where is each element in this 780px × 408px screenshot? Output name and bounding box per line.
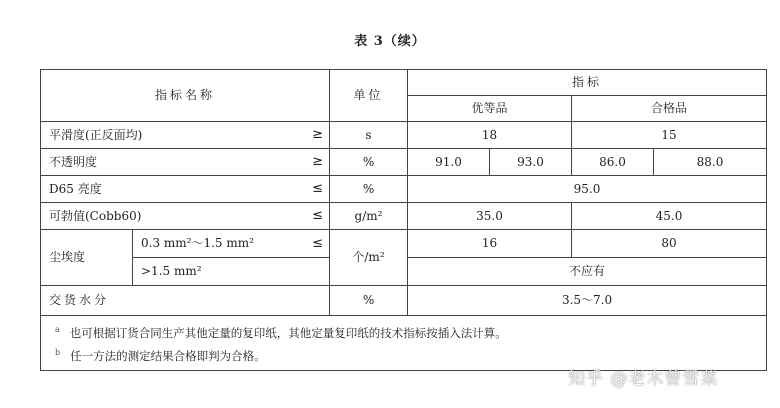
table-row <box>41 230 767 258</box>
row-dust-name: 尘埃度 <box>41 230 133 286</box>
header-row-1 <box>41 70 767 96</box>
footnotes <box>41 316 767 371</box>
row-dust-v-all: 不应有 <box>408 258 767 286</box>
table-row <box>41 149 767 176</box>
table-row <box>41 122 767 149</box>
row-cobb-v1: 35.0 <box>408 203 572 230</box>
watermark: 知乎 @老木曾雪菜 <box>568 369 719 389</box>
row-cobb-v2: 45.0 <box>572 203 767 230</box>
row-brightness-value: 95.0 <box>408 176 767 203</box>
row-moisture-value: 3.5～7.0 <box>408 286 767 316</box>
row-dust-unit: 个/m² <box>330 230 408 286</box>
row-opacity-v1a: 91.0 <box>408 149 490 176</box>
table-row <box>41 176 767 203</box>
row-smoothness-name: 平滑度(正反面均) ≥ <box>41 122 330 149</box>
table-row <box>41 286 767 316</box>
row-smoothness-v1: 18 <box>408 122 572 149</box>
row-brightness-name: D65 亮度 ≤ <box>41 176 330 203</box>
gte-symbol: ≥ <box>312 127 324 142</box>
lte-symbol: ≤ <box>312 208 324 223</box>
row-opacity-v1b: 93.0 <box>490 149 572 176</box>
header-index: 指标 <box>408 70 767 96</box>
gte-symbol: ≥ <box>312 154 324 169</box>
row-brightness-unit: % <box>330 176 408 203</box>
row-smoothness-v2: 15 <box>572 122 767 149</box>
header-unit: 单位 <box>330 70 408 122</box>
lte-symbol: ≤ <box>312 236 324 251</box>
footnote-a: $^a$ 也可根据订货合同生产其他定量的复印纸，其他定量复印纸的技术指标按插入法计算。 <box>55 325 507 340</box>
lte-symbol: ≤ <box>312 181 324 196</box>
row-moisture-unit: % <box>330 286 408 316</box>
footnote-b: $^b$ 任一方法的测定结果合格即判为合格。 <box>55 347 266 363</box>
spec-table <box>40 69 767 371</box>
table-row <box>41 203 767 230</box>
header-grade-1: 优等品 <box>408 96 572 122</box>
row-smoothness-unit: s <box>330 122 408 149</box>
table-title: 表 3（续） <box>354 34 426 49</box>
row-dust-sub1: 0.3 mm²～1.5 mm² ≤ <box>133 230 330 258</box>
row-dust-v2: 80 <box>572 230 767 258</box>
header-grade-2: 合格品 <box>572 96 767 122</box>
row-opacity-name: 不透明度 ≥ <box>41 149 330 176</box>
row-opacity-v2a: 86.0 <box>572 149 654 176</box>
footnote-row <box>41 316 767 371</box>
header-name: 指标名称 <box>41 70 330 122</box>
row-opacity-v2b: 88.0 <box>654 149 767 176</box>
row-cobb-name: 可勃值(Cobb60) ≤ <box>41 203 330 230</box>
row-opacity-unit: % <box>330 149 408 176</box>
row-dust-sub2: >1.5 mm² <box>133 258 330 286</box>
row-moisture-name: 交货水分 <box>41 286 330 316</box>
row-cobb-unit: g/m² <box>330 203 408 230</box>
row-dust-v1: 16 <box>408 230 572 258</box>
